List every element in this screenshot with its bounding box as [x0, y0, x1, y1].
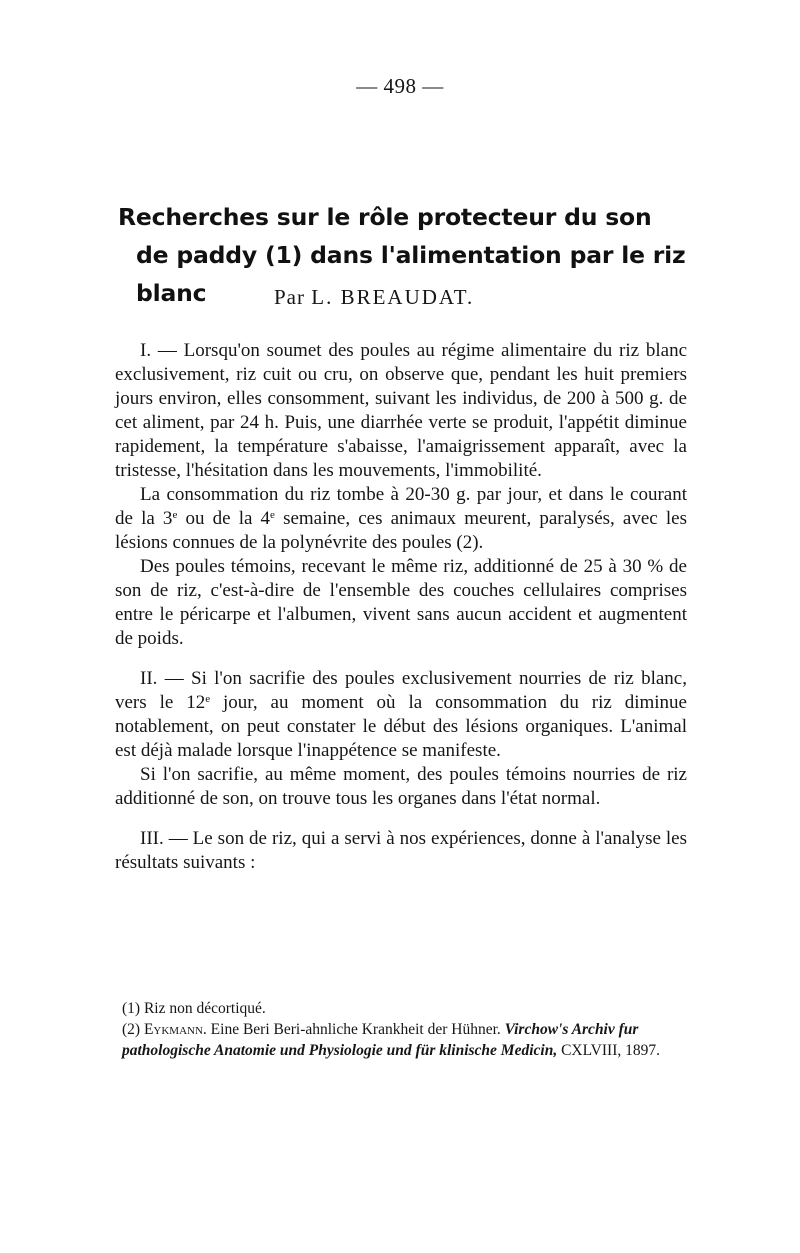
article-title-line-1: Recherches sur le rôle protecteur du son: [118, 203, 652, 231]
paragraph-text: semaine, ces animaux meurent, paralysés, avec les lésions connues de la polynévrite des poules (2).: [115, 508, 687, 553]
author-prefix: Par: [274, 285, 305, 309]
paragraph-control-hens: Des poules témoins, recevant le même riz, additionné de 25 à 30 % de son de riz, c'est-à-dire de l'ensemble des couches cellulaires comprises entre le péricarpe et l'albumen, vivent sans aucun accident et augmentent de poids.: [115, 556, 687, 649]
footnote-1: (1) Riz non décortiqué.: [122, 1000, 266, 1017]
paragraph-section-3: III. — Le son de riz, qui a servi à nos expériences, donne à l'analyse les résultats suivants :: [115, 828, 687, 873]
author-line: [274, 285, 474, 310]
ordinal-superscript: e: [270, 509, 275, 521]
page-number: — 498 —: [356, 74, 444, 98]
author-name: L. BREAUDAT.: [311, 285, 475, 309]
footnote-2-volume: CXLVIII, 1897.: [557, 1042, 660, 1059]
footnote-2: [122, 1019, 694, 1061]
article-title-line-2: de paddy (1) dans l'alimentation par le riz blanc: [136, 241, 686, 307]
paragraph-text: jour, au moment où la consommation du riz diminue notablement, on peut constater le début des lésions organiques. L'animal est déjà malade lorsque l'inappétence se manifeste.: [115, 692, 687, 761]
paragraph-consumption: [115, 483, 687, 555]
footnote-2-journal: Virchow's Archiv fur pathologische Anatomie und Physiologie und für klinische Medicin,: [122, 1021, 639, 1059]
ordinal-superscript: e: [205, 693, 211, 705]
paragraph-text: La consommation du riz tombe à 20-30 g. par jour, et dans le courant de la 3: [115, 484, 687, 529]
paragraph-section-2: [115, 667, 687, 763]
paragraph-sacrifice-controls: Si l'on sacrifie, au même moment, des poules témoins nourries de riz additionné de son, on trouve tous les organes dans l'état normal.: [115, 764, 687, 809]
footnote-2-prefix: (2): [122, 1021, 144, 1038]
ordinal-superscript: e: [172, 509, 178, 521]
paragraph-text: ou de la 4: [177, 508, 271, 529]
footnotes: [122, 998, 694, 1061]
paragraph-section-1: I. — Lorsqu'on soumet des poules au régime alimentaire du riz blanc exclusivement, riz cuit ou cru, on observe que, pendant les huit premiers jours environ, elles consomment, suivant les individus, de 200 à 500 g. de cet aliment, par 24 h. Puis, une diarrhée verte se produit, l'appétit diminue rapidement, la température s'abaisse, l'amaigrissement apparaît, avec la tristesse, l'hésitation dans les mouvements, l'immobilité.: [115, 340, 687, 481]
footnote-2-title: Eine Beri Beri-ahnliche Krankheit der Hühner.: [206, 1021, 505, 1038]
article-body: [115, 339, 687, 875]
footnote-2-author: Eykmann.: [143, 1021, 207, 1038]
paragraph-text: II. — Si l'on sacrifie des poules exclusivement nourries de riz blanc, vers le 12: [115, 668, 687, 713]
